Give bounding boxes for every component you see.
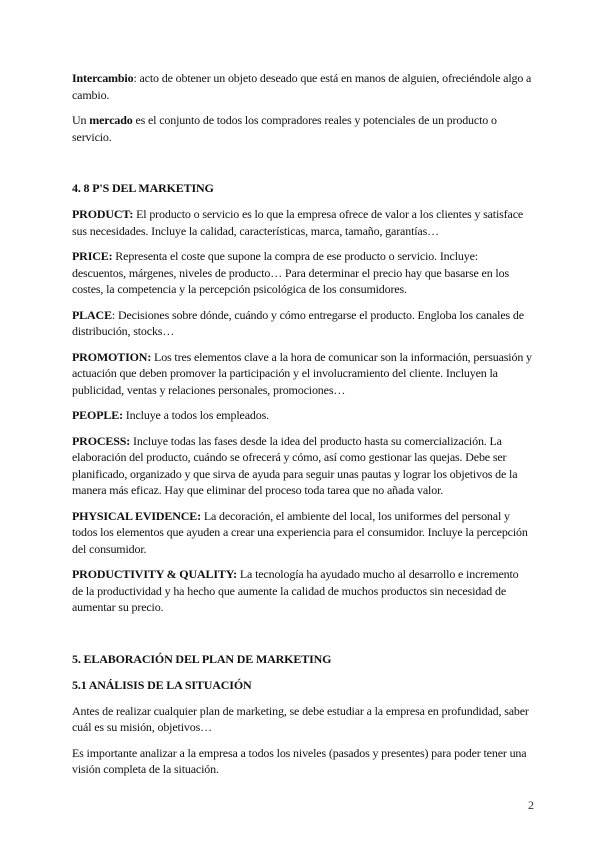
spacer	[72, 625, 532, 651]
section-5-heading: 5. ELABORACIÓN DEL PLAN DE MARKETING	[72, 651, 332, 666]
p-item-term: PRODUCT:	[72, 207, 134, 221]
p-item-term: PRODUCTIVITY & QUALITY:	[72, 567, 238, 581]
mercado-text: es el conjunto de todos los compradores reales y potenciales de un producto o servicio.	[72, 113, 497, 144]
p-item-productivity-quality	[72, 566, 532, 616]
spacer	[72, 154, 532, 180]
p-item-price	[72, 248, 532, 298]
section-5-1-heading: 5.1 ANÁLISIS DE LA SITUACIÓN	[72, 677, 252, 692]
p-item-process	[72, 433, 532, 499]
p-item-term: PEOPLE:	[72, 408, 123, 422]
p-item-place	[72, 307, 532, 340]
p-item-text: La decoración, el ambiente del local, los uniformes del personal y todos los elementos que ayuden a crear una experiencia para el consumidor. Incluye la percepción del consumidor.	[72, 508, 528, 556]
p-item-term: PHYSICAL EVIDENCE:	[72, 508, 201, 523]
p-item-text: : Decisiones sobre dónde, cuándo y cómo entregarse el producto. Engloba los canales de distribución, stocks…	[72, 307, 524, 338]
p-item-term: PROCESS:	[72, 433, 131, 448]
intercambio-definition	[72, 70, 532, 103]
p-item-promotion	[72, 349, 532, 399]
p-item-text: Incluye a todos los empleados.	[122, 408, 269, 422]
p-item-physical-evidence	[72, 508, 532, 558]
p-item-product	[72, 206, 532, 239]
p-item-text: El producto o servicio es lo que la empresa ofrece de valor a los clientes y satisface sus necesidades. Incluye la calidad, características, marca, tamaño, garantías…	[72, 207, 524, 238]
section-5-paragraph-1: Antes de realizar cualquier plan de marketing, se debe estudiar a la empresa en profundidad, saber cuál es su misión, objetivos…	[72, 703, 529, 734]
mercado-term: mercado	[89, 113, 133, 127]
p-item-term: PRICE:	[72, 249, 113, 263]
p-item-text: Los tres elementos clave a la hora de comunicar son la información, persuasión y actuación que deben promover la participación y el involucramiento del cliente. Incluyen la publicidad, ventas y relaciones personales, promociones…	[72, 349, 532, 397]
p-item-text: Representa el coste que supone la compra de ese producto o servicio. Incluye: descuentos, márgenes, niveles de producto… Para determinar el precio hay que basarse en los costes, la competencia y la percepción psicológica de los consumidores.	[72, 249, 509, 296]
intercambio-text: : acto de obtener un objeto deseado que está en manos de alguien, ofreciéndole algo a cambio.	[72, 71, 532, 102]
p-item-text: La tecnología ha ayudado mucho al desarrollo e incremento de la productividad y ha hecho que aumente la calidad de muchos productos sin necesidad de aumentar su precio.	[72, 567, 519, 614]
p-item-text: Incluye todas las fases desde la idea del producto hasta su comercialización. La elaboración del producto, cuándo se ofrecerá y cómo, así como gestionar las quejas. Debe ser planificado, organizado y que sirva de ayuda para seguir unas pautas y lograr los objetivos de la manera más eficaz. Hay que eliminar del proceso toda tarea que no añada valor.	[72, 433, 518, 497]
mercado-definition	[72, 112, 532, 145]
section-5-paragraph-2: Es importante analizar a la empresa a todos los niveles (pasados y presentes) para poder tener una visión completa de la situación.	[72, 745, 527, 776]
p-item-term: PLACE	[72, 307, 112, 322]
mercado-prefix: Un	[72, 113, 90, 127]
page-number: 2	[528, 798, 534, 812]
intercambio-term: Intercambio	[72, 71, 134, 85]
p-item-term: PROMOTION:	[72, 349, 152, 364]
document-page	[72, 70, 532, 787]
p-item-people	[72, 407, 532, 424]
section-4-heading: 4. 8 P'S DEL MARKETING	[72, 181, 214, 195]
